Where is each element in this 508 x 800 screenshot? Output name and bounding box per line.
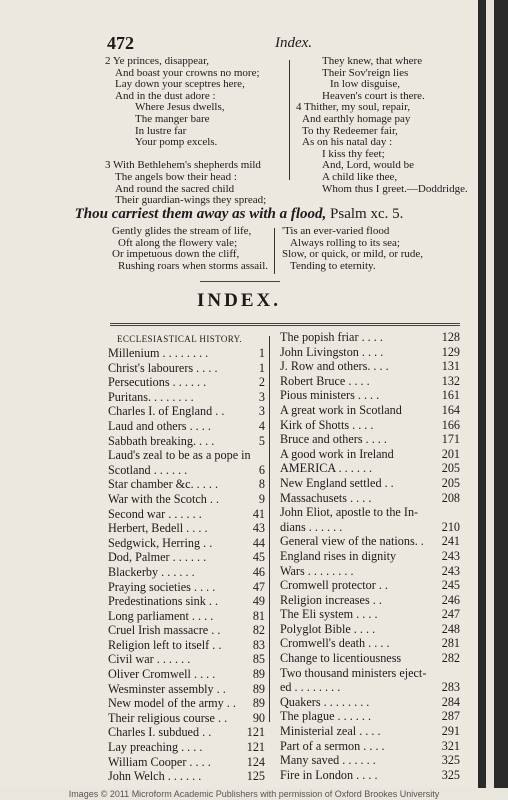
index-entry-page: 132 xyxy=(441,373,460,388)
index-entry xyxy=(280,739,460,754)
index-entry xyxy=(108,404,265,419)
index-entry-title: Civil war . . . . . . xyxy=(108,652,191,667)
index-entry-title: Predestinations sink . . xyxy=(108,594,219,609)
index-entry-page: 284 xyxy=(441,694,460,709)
index-entry-title: War with the Scotch . . xyxy=(108,491,220,506)
index-entry-page: 247 xyxy=(441,607,460,622)
index-entry-page: 210 xyxy=(441,519,460,534)
index-entry-title: Persecutions . . . . . . xyxy=(108,375,207,390)
index-entry xyxy=(108,375,265,390)
scripture-reference: Psalm xc. 5. xyxy=(330,206,404,222)
index-entry-title: Millenium . . . . . . . . xyxy=(108,346,209,360)
index-entry xyxy=(280,520,460,535)
index-entry-page: 45 xyxy=(252,550,265,565)
index-entry-page: 291 xyxy=(441,724,460,739)
index-entry-title: Massachusets . . . . xyxy=(280,490,372,505)
verse-line: Gently glides the stream of life, xyxy=(112,225,252,237)
index-entry xyxy=(280,622,460,637)
index-entry-title: Charles I. of England . . xyxy=(108,404,225,419)
index-entry-page: 208 xyxy=(441,490,460,505)
verse-line: Heaven's court is there. xyxy=(322,89,425,102)
index-entry-page: 243 xyxy=(441,548,460,563)
index-entry-page: 3 xyxy=(258,404,265,419)
index-entry-title: England rises in dignity xyxy=(280,548,397,563)
index-entry-page: 2 xyxy=(258,375,265,390)
index-entry-title: Two thousand ministers eject- xyxy=(280,665,427,680)
column-divider xyxy=(269,336,270,722)
index-entry-title: Ministerial zeal . . . . xyxy=(280,724,381,739)
verse-line: A child like thee, xyxy=(322,170,398,183)
index-entry xyxy=(280,636,460,651)
index-entry xyxy=(108,521,265,536)
verse-line: Their guardian-wings they spread; xyxy=(115,194,267,207)
index-entry-title: Star chamber &c. . . . . xyxy=(108,477,218,492)
verse-line: The angels bow their head : xyxy=(115,170,237,183)
index-entry xyxy=(280,476,460,491)
verse-line: And round the sacred child xyxy=(115,182,235,195)
index-entry-page: 243 xyxy=(441,563,460,578)
index-entry-page: 321 xyxy=(441,738,460,753)
index-entry xyxy=(280,447,460,462)
index-entry xyxy=(108,740,265,755)
index-entry-page: 82 xyxy=(252,623,265,638)
index-entry-page: 85 xyxy=(252,652,265,667)
index-entry-page: 121 xyxy=(246,740,265,755)
index-entry xyxy=(108,550,265,565)
index-entry xyxy=(280,666,460,681)
rule xyxy=(110,323,460,324)
index-entry xyxy=(280,330,460,345)
verse-line: Your pomp excels. xyxy=(135,136,218,149)
index-entry-page: 44 xyxy=(252,535,265,550)
index-entry-page: 8 xyxy=(258,477,265,492)
index-entry-title: Sabbath breaking. . . . xyxy=(108,433,215,448)
index-entry xyxy=(108,390,265,405)
index-entry-title: Dod, Palmer . . . . . . xyxy=(108,550,207,565)
index-entry xyxy=(280,505,460,520)
index-entry-page: 201 xyxy=(441,446,460,461)
index-entry-title: General view of the nations. . xyxy=(280,534,424,549)
verse-line: In low disguise, xyxy=(330,78,400,91)
index-entry-page: 89 xyxy=(252,667,265,682)
index-entry-title: William Cooper . . . . xyxy=(108,754,211,769)
verse-line: In lustre far xyxy=(135,124,187,137)
index-entry-page: 6 xyxy=(258,462,265,477)
image-credit: Images © 2011 Microform Academic Publishers with permission of Oxford Brookes University xyxy=(0,788,508,800)
index-entry-title: Long parliament . . . . xyxy=(108,608,214,623)
verse-line: Lay down your sceptres here, xyxy=(115,78,245,91)
verse-line: 'Tis an ever-varied flood xyxy=(282,225,390,237)
column-divider xyxy=(274,228,275,274)
index-entry-page: 1 xyxy=(258,346,265,360)
index-entry-page: 47 xyxy=(252,579,265,594)
index-entry-page: 4 xyxy=(258,418,265,433)
index-column-heading: ECCLESIASTICAL HISTORY. xyxy=(117,334,243,344)
index-entry-page: 81 xyxy=(252,608,265,623)
section-heading xyxy=(0,206,478,223)
index-entry xyxy=(280,578,460,593)
index-entry-title: A good work in Ireland xyxy=(280,446,394,461)
verse-line: Always rolling to its sea; xyxy=(290,236,400,249)
index-entry-page: 282 xyxy=(441,651,460,666)
index-entry-page: 171 xyxy=(441,432,460,447)
index-entry xyxy=(280,709,460,724)
index-entry-title: Their religious course . . xyxy=(108,710,228,725)
index-entry-page: 124 xyxy=(246,754,265,769)
index-entry-page: 325 xyxy=(441,753,460,768)
index-entry-title: AMERICA . . . . . . xyxy=(280,461,373,476)
verse-line: I kiss thy feet; xyxy=(322,147,385,160)
index-entry-page: 287 xyxy=(441,709,460,724)
index-entry-page: 83 xyxy=(252,637,265,652)
index-entry xyxy=(108,652,265,667)
index-entry xyxy=(108,346,265,361)
index-entry-title: Change to licentiousness xyxy=(280,651,402,666)
index-entry-title: Religion left to itself . . xyxy=(108,637,222,652)
index-entry-title: Christ's labourers . . . . xyxy=(108,360,218,375)
index-entry xyxy=(108,667,265,682)
index-entry-page: 5 xyxy=(258,433,265,448)
index-entry xyxy=(108,492,265,507)
index-right-column xyxy=(280,330,460,782)
verse-line: They knew, that where xyxy=(322,55,423,67)
index-entry-title: Wesminster assembly . . xyxy=(108,681,226,696)
index-entry xyxy=(280,403,460,418)
index-entry xyxy=(108,565,265,580)
index-entry-title: Charles I. subdued . . xyxy=(108,725,212,740)
index-entry xyxy=(280,753,460,768)
index-entry xyxy=(108,580,265,595)
running-head: Index. xyxy=(275,35,313,51)
index-entry-page: 90 xyxy=(252,710,265,725)
index-entry xyxy=(280,418,460,433)
index-entry-title: Wars . . . . . . . . xyxy=(280,563,354,578)
index-entry-title: John Livingston . . . . xyxy=(280,344,384,359)
index-entry-page: 166 xyxy=(441,417,460,432)
index-entry-title: John Welch . . . . . . xyxy=(108,769,202,784)
index-entry-title: John Eliot, apostle to the In- xyxy=(280,505,419,520)
index-entry xyxy=(280,388,460,403)
index-entry xyxy=(280,345,460,360)
index-entry-page: 131 xyxy=(441,359,460,374)
index-entry xyxy=(108,725,265,740)
index-entry-page: 43 xyxy=(252,521,265,536)
verse-line: 3 With Bethlehem's shepherds mild xyxy=(105,159,261,172)
index-entry xyxy=(108,769,265,784)
index-entry-title: Cromwell protector . . xyxy=(280,578,388,593)
poem-right-column xyxy=(282,226,423,272)
index-left-column xyxy=(108,346,265,784)
verse-line: And earthly homage pay xyxy=(302,112,411,125)
index-entry-page: 164 xyxy=(441,402,460,417)
hymn-left-column xyxy=(105,56,266,207)
verse-line: 2 Ye princes, disappear, xyxy=(105,55,210,67)
index-entry-page: 3 xyxy=(258,389,265,404)
verse-line: Oft along the flowery vale; xyxy=(118,236,238,249)
index-entry-page: 248 xyxy=(441,621,460,636)
page-edge xyxy=(486,0,494,788)
index-entry-title: Oliver Cromwell . . . . xyxy=(108,667,216,682)
verse-line: And boast your crowns no more; xyxy=(115,66,260,79)
hymn-right-column xyxy=(296,56,468,195)
verse-line: 4 Thither, my soul, repair, xyxy=(296,101,411,114)
index-entry-page: 283 xyxy=(441,680,460,695)
verse-line: And, Lord, would be xyxy=(322,159,414,172)
index-entry-title: Many saved . . . . . . xyxy=(280,753,376,768)
index-entry-page: 121 xyxy=(246,725,265,740)
verse-line: Whom thus I greet.—Doddridge. xyxy=(322,182,468,195)
verse-line: Their Sov'reign lies xyxy=(322,66,409,79)
index-entry-title: New model of the army . . xyxy=(108,696,236,711)
index-entry xyxy=(280,695,460,710)
index-entry-page: 1 xyxy=(258,360,265,375)
verse-line: To thy Redeemer fair, xyxy=(302,124,398,137)
index-entry xyxy=(280,768,460,783)
verse-line: And in the dust adore : xyxy=(115,89,216,102)
index-entry xyxy=(280,549,460,564)
index-entry xyxy=(280,593,460,608)
index-entry xyxy=(108,477,265,492)
index-entry-title: Puritans. . . . . . . . xyxy=(108,389,194,404)
index-entry xyxy=(108,609,265,624)
index-entry-page: 129 xyxy=(441,344,460,359)
index-entry-title: Herbert, Bedell . . . . xyxy=(108,521,208,536)
index-entry-page: 205 xyxy=(441,461,460,476)
index-entry xyxy=(280,724,460,739)
index-entry-title: Polyglot Bible . . . . xyxy=(280,621,376,636)
index-entry xyxy=(108,448,265,463)
index-entry-page: 49 xyxy=(252,594,265,609)
index-entry xyxy=(108,711,265,726)
index-entry xyxy=(280,359,460,374)
index-entry-page: 41 xyxy=(252,506,265,521)
index-entry-title: Laud and others . . . . xyxy=(108,418,211,433)
verse-line: Or impetuous down the cliff, xyxy=(112,248,240,261)
poem-left-column xyxy=(112,226,268,272)
index-entry-title: Cromwell's death . . . . xyxy=(280,636,390,651)
column-divider xyxy=(289,60,290,180)
index-entry-page: 125 xyxy=(246,769,265,784)
index-entry-title: A great work in Scotland xyxy=(280,402,402,417)
index-entry-title: Bruce and others . . . . xyxy=(280,432,387,447)
index-entry-title: Kirk of Shotts . . . . xyxy=(280,417,374,432)
rule xyxy=(200,281,280,282)
index-entry xyxy=(280,680,460,695)
index-entry-title: Robert Bruce . . . . xyxy=(280,373,370,388)
index-entry-page: 325 xyxy=(441,767,460,782)
index-entry xyxy=(108,638,265,653)
index-entry-title: J. Row and others. . . . xyxy=(280,359,389,374)
verse-line: The manger bare xyxy=(135,112,210,125)
index-entry-title: Second war . . . . . . xyxy=(108,506,202,521)
index-title: INDEX. xyxy=(197,290,281,311)
index-entry xyxy=(280,461,460,476)
index-entry-title: Blackerby . . . . . . xyxy=(108,564,195,579)
index-entry xyxy=(108,594,265,609)
index-entry xyxy=(280,564,460,579)
index-entry-page: 46 xyxy=(252,564,265,579)
index-entry xyxy=(280,432,460,447)
verse-line: Rushing roars when storms assail. xyxy=(118,259,269,272)
verse-line: Slow, or quick, or mild, or rude, xyxy=(282,248,424,261)
index-entry xyxy=(280,534,460,549)
index-entry-title: Quakers . . . . . . . . xyxy=(280,694,370,709)
index-entry-page: 128 xyxy=(441,330,460,344)
index-entry-title: Lay preaching . . . . xyxy=(108,740,203,755)
index-entry xyxy=(280,607,460,622)
index-entry-title: Scotland . . . . . . xyxy=(108,462,188,477)
index-entry xyxy=(108,434,265,449)
index-entry-title: dians . . . . . . xyxy=(280,519,343,534)
index-entry xyxy=(108,755,265,770)
verse-line: Tending to eternity. xyxy=(290,259,376,272)
verse-line: As on his natal day : xyxy=(302,136,393,149)
index-entry-title: Sedgwick, Herring . . xyxy=(108,535,213,550)
index-entry xyxy=(280,374,460,389)
index-entry-page: 246 xyxy=(441,592,460,607)
index-entry-title: The Eli system . . . . xyxy=(280,607,378,622)
index-entry-page: 9 xyxy=(258,491,265,506)
index-entry-title: ed . . . . . . . . xyxy=(280,680,341,695)
index-entry xyxy=(108,507,265,522)
index-entry-page: 245 xyxy=(441,578,460,593)
page-number: 472 xyxy=(107,33,134,53)
index-entry xyxy=(108,682,265,697)
index-entry-title: Laud's zeal to be as a pope in xyxy=(108,448,251,463)
index-entry xyxy=(108,536,265,551)
index-entry xyxy=(108,361,265,376)
index-entry-title: Pious ministers . . . . xyxy=(280,388,380,403)
verse-line: Where Jesus dwells, xyxy=(135,101,225,114)
index-entry-page: 89 xyxy=(252,681,265,696)
index-entry-page: 241 xyxy=(441,534,460,549)
index-entry xyxy=(108,463,265,478)
section-heading-text: Thou carriest them away as with a flood, xyxy=(74,206,327,222)
index-entry-page: 281 xyxy=(441,636,460,651)
index-entry-title: The plague . . . . . . xyxy=(280,709,372,724)
rule xyxy=(110,325,460,326)
index-entry xyxy=(108,696,265,711)
index-entry-title: Religion increases . . xyxy=(280,592,382,607)
index-entry-title: Cruel Irish massacre . . xyxy=(108,623,221,638)
index-entry-title: Part of a sermon . . . . xyxy=(280,738,385,753)
index-entry xyxy=(108,623,265,638)
index-entry-title: Praying societies . . . . xyxy=(108,579,216,594)
index-entry xyxy=(280,651,460,666)
index-entry xyxy=(280,491,460,506)
index-entry-page: 161 xyxy=(441,388,460,403)
index-entry-page: 89 xyxy=(252,696,265,711)
index-entry-page: 205 xyxy=(441,475,460,490)
index-entry-title: Fire in London . . . . xyxy=(280,767,378,782)
index-entry xyxy=(108,419,265,434)
index-entry-title: New England settled . . xyxy=(280,475,394,490)
index-entry-title: The popish friar . . . . xyxy=(280,330,383,344)
